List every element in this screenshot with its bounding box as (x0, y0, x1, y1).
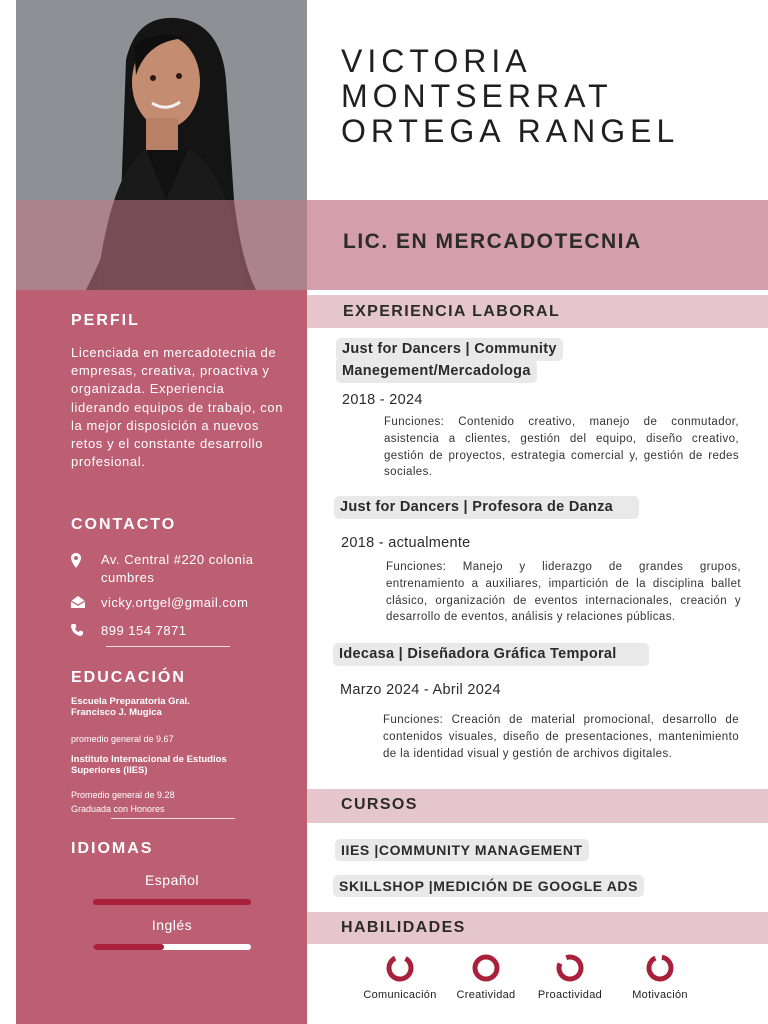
course-item: SKILLSHOP |MEDICIÓN DE GOOGLE ADS (333, 875, 644, 897)
school2-note2: Graduada con Honores (71, 804, 165, 814)
name-line: ORTEGA RANGEL (341, 113, 680, 149)
contact-divider (106, 646, 230, 647)
skill-ring-icon (645, 953, 675, 983)
language-level-bar (93, 944, 251, 950)
skill-label: Creatividad (456, 989, 516, 1001)
job-title (336, 338, 563, 361)
course-item: IIES |COMMUNITY MANAGEMENT (335, 839, 589, 861)
name-line: VICTORIA (341, 43, 532, 79)
envelope-icon (71, 594, 101, 608)
school1-name: Escuela Preparatoria Gral. Francisco J. Mugica (71, 696, 190, 718)
experience-heading: EXPERIENCIA LABORAL (343, 303, 561, 320)
phone-icon (71, 622, 101, 636)
profile-photo (16, 0, 307, 290)
skill-ring-icon (471, 953, 501, 983)
courses-heading: CURSOS (341, 796, 418, 813)
school1-note: promedio general de 9.67 (71, 734, 174, 744)
job-title (336, 360, 537, 383)
skill-ring-icon (555, 953, 585, 983)
skill-item (610, 953, 710, 1001)
job-date: Marzo 2024 - Abril 2024 (340, 682, 501, 698)
profession-title: LIC. EN MERCADOTECNIA (343, 230, 642, 253)
skill-ring-icon (385, 953, 415, 983)
languages-heading: IDIOMAS (71, 840, 154, 857)
job-description: Funciones: Creación de material promocional, desarrollo de contenidos visuales, diseño de presentaciones, mantenimiento de la identidad visual y gestión de archivos digitales. (383, 714, 739, 760)
skill-item (520, 953, 620, 1001)
job-title: Idecasa | Diseñadora Gráfica Temporal (333, 643, 649, 666)
email-text[interactable]: vicky.ortgel@gmail.com (101, 595, 249, 610)
profile-text: Licenciada en mercadotecnia de empresas, creativa, proactiva y organizada. Experiencia liderando equipos de trabajo, con la mejor disposición a nuevos retos y el constante desarrollo profesional. (71, 345, 284, 470)
education-divider (111, 818, 235, 819)
full-name (341, 44, 679, 149)
language-level-fill (93, 899, 251, 905)
language-label: Español (144, 872, 200, 888)
job-date: 2018 - actualmente (341, 535, 471, 551)
language-level-bar (93, 899, 251, 905)
contact-phone[interactable] (71, 622, 281, 640)
skill-item (350, 953, 450, 1001)
job-title-line: Just for Dancers | Community (342, 341, 557, 357)
contact-email[interactable] (71, 594, 281, 612)
language-label: Inglés (151, 917, 193, 933)
location-pin-icon (71, 551, 101, 568)
contact-address (71, 551, 281, 587)
skill-label: Motivación (632, 989, 688, 1001)
skill-label: Proactividad (537, 989, 603, 1001)
school2-note1: Promedio general de 9.28 (71, 790, 175, 800)
job-description: Funciones: Contenido creativo, manejo de conmutador, asistencia a clientes, gestión del equipo, diseño creativo, gestión de proyectos, estrategia comercial y, gestión de redes sociales. (384, 416, 739, 479)
address-text: Av. Central #220 colonia cumbres (101, 552, 254, 585)
job-date: 2018 - 2024 (342, 392, 423, 408)
job-title-line: Manegement/Mercadologa (342, 363, 531, 379)
contact-heading: CONTACTO (71, 516, 177, 533)
skill-label: Comunicación (363, 989, 437, 1001)
job-description: Funciones: Manejo y liderazgo de grandes grupos, entrenamiento a auxiliares, impartición de la disciplina ballet clásico, organización de eventos internacionales, creación y desarrollo de eventos, análisis y relaciones públicas. (386, 561, 741, 624)
sidebar (16, 0, 307, 1024)
phone-text[interactable]: 899 154 7871 (101, 623, 187, 638)
language-level-fill (93, 944, 164, 950)
job-title: Just for Dancers | Profesora de Danza (334, 496, 639, 519)
school2-name: Instituto Internacional de Estudios Superiores (IIES) (71, 754, 227, 776)
education-heading: EDUCACIÓN (71, 669, 186, 686)
photo-overlay-band (16, 200, 307, 290)
name-line: MONTSERRAT (341, 78, 613, 114)
profile-heading: PERFIL (71, 312, 140, 329)
skills-heading: HABILIDADES (341, 919, 466, 936)
